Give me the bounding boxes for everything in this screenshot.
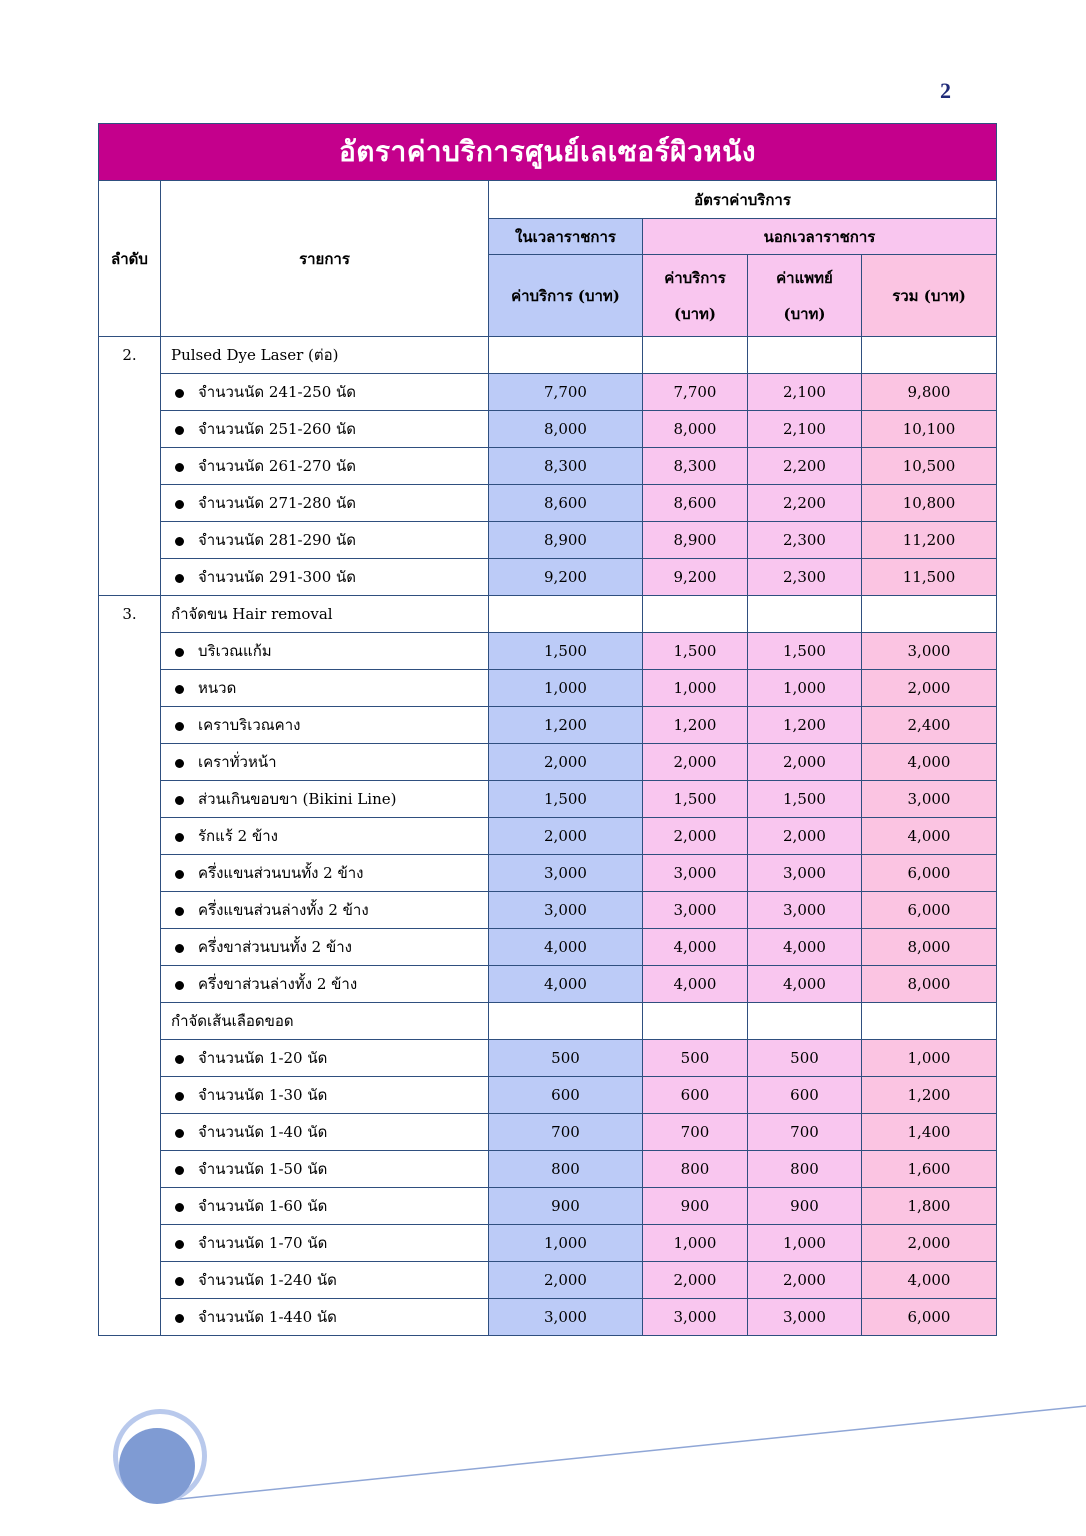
item-label: จำนวนนัด 241-250 นัด <box>198 383 356 401</box>
item-cell <box>161 707 489 744</box>
total-cell: 4,000 <box>862 818 997 855</box>
header-rates: อัตราค่าบริการ <box>489 181 997 219</box>
service-fee-out-cell: 1,500 <box>643 781 748 818</box>
doctor-fee-cell: 800 <box>748 1151 862 1188</box>
table-row <box>99 1225 997 1262</box>
table-body <box>99 337 997 1336</box>
header-service-fee-out <box>643 255 748 337</box>
item-cell <box>161 374 489 411</box>
item-cell <box>161 411 489 448</box>
service-fee-out-cell: 800 <box>643 1151 748 1188</box>
bullet-icon <box>175 722 184 731</box>
bullet-icon <box>175 796 184 805</box>
empty-cell <box>748 337 862 374</box>
total-cell: 3,000 <box>862 781 997 818</box>
item-label: ครึ่งแขนส่วนบนทั้ง 2 ข้าง <box>198 864 364 882</box>
service-fee-in-cell: 1,500 <box>489 781 643 818</box>
item-cell <box>161 559 489 596</box>
service-fee-in-cell: 8,900 <box>489 522 643 559</box>
empty-cell <box>489 1003 643 1040</box>
header-service-fee-out-line1: ค่าบริการ <box>664 268 726 287</box>
total-cell: 10,500 <box>862 448 997 485</box>
bullet-icon <box>175 1240 184 1249</box>
item-cell <box>161 1299 489 1336</box>
item-cell <box>161 966 489 1003</box>
item-label: จำนวนนัด 1-440 นัด <box>198 1308 337 1326</box>
total-cell: 8,000 <box>862 929 997 966</box>
service-fee-in-cell: 900 <box>489 1188 643 1225</box>
table-row <box>99 929 997 966</box>
item-cell <box>161 448 489 485</box>
service-fee-in-cell: 2,000 <box>489 818 643 855</box>
item-label: จำนวนนัด 1-50 นัด <box>198 1160 328 1178</box>
service-fee-out-cell: 8,600 <box>643 485 748 522</box>
doctor-fee-cell: 2,300 <box>748 559 862 596</box>
total-cell: 8,000 <box>862 966 997 1003</box>
table-row <box>99 707 997 744</box>
item-cell <box>161 1262 489 1299</box>
footer-circle-inner <box>119 1428 195 1504</box>
table-row <box>99 1188 997 1225</box>
header-out-hours: นอกเวลาราชการ <box>643 219 997 255</box>
service-fee-in-cell: 8,600 <box>489 485 643 522</box>
bullet-icon <box>175 870 184 879</box>
service-fee-in-cell: 3,000 <box>489 892 643 929</box>
item-cell <box>161 1114 489 1151</box>
empty-cell <box>489 596 643 633</box>
bullet-icon <box>175 500 184 509</box>
bullet-icon <box>175 981 184 990</box>
empty-cell <box>862 596 997 633</box>
item-label: ครึ่งขาส่วนบนทั้ง 2 ข้าง <box>198 938 352 956</box>
header-item: รายการ <box>161 181 489 337</box>
service-fee-in-cell: 2,000 <box>489 744 643 781</box>
bullet-icon <box>175 907 184 916</box>
header-total: รวม (บาท) <box>862 255 997 337</box>
item-label: จำนวนนัด 271-280 นัด <box>198 494 356 512</box>
item-label: จำนวนนัด 281-290 นัด <box>198 531 356 549</box>
bullet-icon <box>175 685 184 694</box>
total-cell: 9,800 <box>862 374 997 411</box>
doctor-fee-cell: 1,500 <box>748 633 862 670</box>
service-fee-out-cell: 1,200 <box>643 707 748 744</box>
footer-line <box>160 1406 1086 1501</box>
item-label: รักแร้ 2 ข้าง <box>198 827 278 845</box>
section-row <box>99 337 997 374</box>
service-fee-out-cell: 1,000 <box>643 670 748 707</box>
total-cell: 1,400 <box>862 1114 997 1151</box>
service-fee-in-cell: 2,000 <box>489 1262 643 1299</box>
table-row <box>99 559 997 596</box>
bullet-icon <box>175 944 184 953</box>
service-fee-out-cell: 2,000 <box>643 1262 748 1299</box>
service-fee-out-cell: 1,500 <box>643 633 748 670</box>
table-row <box>99 966 997 1003</box>
item-cell <box>161 485 489 522</box>
service-fee-out-cell: 900 <box>643 1188 748 1225</box>
service-fee-in-cell: 1,200 <box>489 707 643 744</box>
bullet-icon <box>175 1277 184 1286</box>
header-service-fee-in: ค่าบริการ (บาท) <box>489 255 643 337</box>
total-cell: 2,000 <box>862 670 997 707</box>
table-row <box>99 670 997 707</box>
doctor-fee-cell: 1,500 <box>748 781 862 818</box>
service-fee-out-cell: 1,000 <box>643 1225 748 1262</box>
service-fee-out-cell: 3,000 <box>643 855 748 892</box>
service-fee-in-cell: 4,000 <box>489 966 643 1003</box>
doctor-fee-cell: 3,000 <box>748 855 862 892</box>
item-label: บริเวณแก้ม <box>198 642 272 660</box>
service-fee-in-cell: 800 <box>489 1151 643 1188</box>
item-cell <box>161 929 489 966</box>
bullet-icon <box>175 759 184 768</box>
service-fee-out-cell: 4,000 <box>643 929 748 966</box>
doctor-fee-cell: 2,100 <box>748 374 862 411</box>
table-row <box>99 855 997 892</box>
service-fee-out-cell: 500 <box>643 1040 748 1077</box>
item-label: จำนวนนัด 1-40 นัด <box>198 1123 328 1141</box>
bullet-icon <box>175 389 184 398</box>
service-fee-out-cell: 7,700 <box>643 374 748 411</box>
header-service-fee-out-line2: (บาท) <box>673 304 717 323</box>
item-cell <box>161 1188 489 1225</box>
order-cell: 2. <box>99 337 161 596</box>
section-row <box>99 596 997 633</box>
total-cell: 2,400 <box>862 707 997 744</box>
order-cell: 3. <box>99 596 161 1336</box>
table-row <box>99 485 997 522</box>
total-cell: 1,200 <box>862 1077 997 1114</box>
item-label: จำนวนนัด 251-260 นัด <box>198 420 356 438</box>
table-row <box>99 1077 997 1114</box>
service-fee-out-cell: 3,000 <box>643 892 748 929</box>
table-row <box>99 633 997 670</box>
item-label: จำนวนนัด 1-30 นัด <box>198 1086 328 1104</box>
header-order: ลำดับ <box>99 181 161 337</box>
doctor-fee-cell: 3,000 <box>748 1299 862 1336</box>
table-row <box>99 1040 997 1077</box>
doctor-fee-cell: 2,200 <box>748 448 862 485</box>
doctor-fee-cell: 2,000 <box>748 818 862 855</box>
total-cell: 2,000 <box>862 1225 997 1262</box>
total-cell: 1,000 <box>862 1040 997 1077</box>
service-fee-in-cell: 9,200 <box>489 559 643 596</box>
rates-table <box>98 123 997 1336</box>
total-cell: 1,800 <box>862 1188 997 1225</box>
item-label: จำนวนนัด 1-60 นัด <box>198 1197 328 1215</box>
total-cell: 4,000 <box>862 744 997 781</box>
page-number: 2 <box>940 78 951 103</box>
item-label: จำนวนนัด 1-70 นัด <box>198 1234 328 1252</box>
service-fee-in-cell: 8,000 <box>489 411 643 448</box>
doctor-fee-cell: 1,000 <box>748 1225 862 1262</box>
header-doctor-fee-line2: (บาท) <box>783 304 826 323</box>
table-row <box>99 892 997 929</box>
service-fee-out-cell: 3,000 <box>643 1299 748 1336</box>
bullet-icon <box>175 1203 184 1212</box>
empty-cell <box>748 1003 862 1040</box>
service-fee-in-cell: 700 <box>489 1114 643 1151</box>
total-cell: 1,600 <box>862 1151 997 1188</box>
doctor-fee-cell: 700 <box>748 1114 862 1151</box>
bullet-icon <box>175 537 184 546</box>
service-fee-in-cell: 1,000 <box>489 1225 643 1262</box>
service-fee-in-cell: 3,000 <box>489 855 643 892</box>
bullet-icon <box>175 463 184 472</box>
item-cell <box>161 522 489 559</box>
total-cell: 11,200 <box>862 522 997 559</box>
footer-decoration <box>0 1380 1086 1536</box>
header-in-hours: ในเวลาราชการ <box>489 219 643 255</box>
empty-cell <box>862 337 997 374</box>
doctor-fee-cell: 1,200 <box>748 707 862 744</box>
bullet-icon <box>175 1166 184 1175</box>
header-doctor-fee <box>748 255 862 337</box>
service-fee-out-cell: 8,900 <box>643 522 748 559</box>
item-cell <box>161 1151 489 1188</box>
item-label: เคราบริเวณคาง <box>198 716 301 734</box>
bullet-icon <box>175 833 184 842</box>
service-fee-out-cell: 700 <box>643 1114 748 1151</box>
service-fee-in-cell: 1,500 <box>489 633 643 670</box>
item-label: จำนวนนัด 1-20 นัด <box>198 1049 328 1067</box>
table-row <box>99 744 997 781</box>
total-cell: 11,500 <box>862 559 997 596</box>
table-row <box>99 374 997 411</box>
service-fee-in-cell: 500 <box>489 1040 643 1077</box>
service-fee-out-cell: 8,000 <box>643 411 748 448</box>
item-cell <box>161 892 489 929</box>
doctor-fee-cell: 4,000 <box>748 966 862 1003</box>
empty-cell <box>643 337 748 374</box>
service-fee-out-cell: 8,300 <box>643 448 748 485</box>
table-row <box>99 1151 997 1188</box>
item-cell <box>161 1077 489 1114</box>
table-row <box>99 818 997 855</box>
empty-cell <box>862 1003 997 1040</box>
bullet-icon <box>175 426 184 435</box>
section-label: กำจัดเส้นเลือดขอด <box>161 1003 489 1040</box>
total-cell: 4,000 <box>862 1262 997 1299</box>
item-label: หนวด <box>198 679 237 697</box>
bullet-icon <box>175 574 184 583</box>
service-fee-in-cell: 3,000 <box>489 1299 643 1336</box>
doctor-fee-cell: 500 <box>748 1040 862 1077</box>
bullet-icon <box>175 1129 184 1138</box>
doctor-fee-cell: 2,000 <box>748 744 862 781</box>
table-row <box>99 411 997 448</box>
bullet-icon <box>175 1314 184 1323</box>
doctor-fee-cell: 1,000 <box>748 670 862 707</box>
doctor-fee-cell: 2,200 <box>748 485 862 522</box>
empty-cell <box>643 1003 748 1040</box>
table-title: อัตราค่าบริการศูนย์เลเซอร์ผิวหนัง <box>99 124 997 181</box>
total-cell: 10,100 <box>862 411 997 448</box>
service-fee-out-cell: 9,200 <box>643 559 748 596</box>
item-label: จำนวนนัด 1-240 นัด <box>198 1271 337 1289</box>
doctor-fee-cell: 900 <box>748 1188 862 1225</box>
item-cell <box>161 1040 489 1077</box>
item-label: จำนวนนัด 261-270 นัด <box>198 457 356 475</box>
bullet-icon <box>175 648 184 657</box>
service-fee-in-cell: 4,000 <box>489 929 643 966</box>
item-label: ครึ่งแขนส่วนล่างทั้ง 2 ข้าง <box>198 901 369 919</box>
service-fee-in-cell: 8,300 <box>489 448 643 485</box>
doctor-fee-cell: 3,000 <box>748 892 862 929</box>
header-doctor-fee-line1: ค่าแพทย์ <box>776 268 833 287</box>
service-fee-out-cell: 2,000 <box>643 744 748 781</box>
item-label: ครึ่งขาส่วนล่างทั้ง 2 ข้าง <box>198 975 358 993</box>
doctor-fee-cell: 600 <box>748 1077 862 1114</box>
empty-cell <box>643 596 748 633</box>
doctor-fee-cell: 2,100 <box>748 411 862 448</box>
doctor-fee-cell: 2,000 <box>748 1262 862 1299</box>
empty-cell <box>748 596 862 633</box>
item-cell <box>161 744 489 781</box>
service-fee-out-cell: 2,000 <box>643 818 748 855</box>
item-cell <box>161 818 489 855</box>
item-label: เคราทั่วหน้า <box>198 753 277 771</box>
total-cell: 10,800 <box>862 485 997 522</box>
service-fee-in-cell: 1,000 <box>489 670 643 707</box>
total-cell: 6,000 <box>862 892 997 929</box>
table-row <box>99 522 997 559</box>
item-label: ส่วนเกินขอบขา (Bikini Line) <box>198 790 397 808</box>
item-label: จำนวนนัด 291-300 นัด <box>198 568 356 586</box>
bullet-icon <box>175 1055 184 1064</box>
doctor-fee-cell: 2,300 <box>748 522 862 559</box>
section-label: กำจัดขน Hair removal <box>161 596 489 633</box>
table-row <box>99 781 997 818</box>
service-fee-in-cell: 7,700 <box>489 374 643 411</box>
section-label: Pulsed Dye Laser (ต่อ) <box>161 337 489 374</box>
table-row <box>99 448 997 485</box>
item-cell <box>161 781 489 818</box>
doctor-fee-cell: 4,000 <box>748 929 862 966</box>
total-cell: 3,000 <box>862 633 997 670</box>
item-cell <box>161 1225 489 1262</box>
item-cell <box>161 670 489 707</box>
bullet-icon <box>175 1092 184 1101</box>
service-fee-out-cell: 4,000 <box>643 966 748 1003</box>
section-row <box>99 1003 997 1040</box>
total-cell: 6,000 <box>862 1299 997 1336</box>
table-row <box>99 1299 997 1336</box>
service-fee-out-cell: 600 <box>643 1077 748 1114</box>
item-cell <box>161 855 489 892</box>
total-cell: 6,000 <box>862 855 997 892</box>
service-fee-in-cell: 600 <box>489 1077 643 1114</box>
table-row <box>99 1262 997 1299</box>
empty-cell <box>489 337 643 374</box>
table-row <box>99 1114 997 1151</box>
item-cell <box>161 633 489 670</box>
